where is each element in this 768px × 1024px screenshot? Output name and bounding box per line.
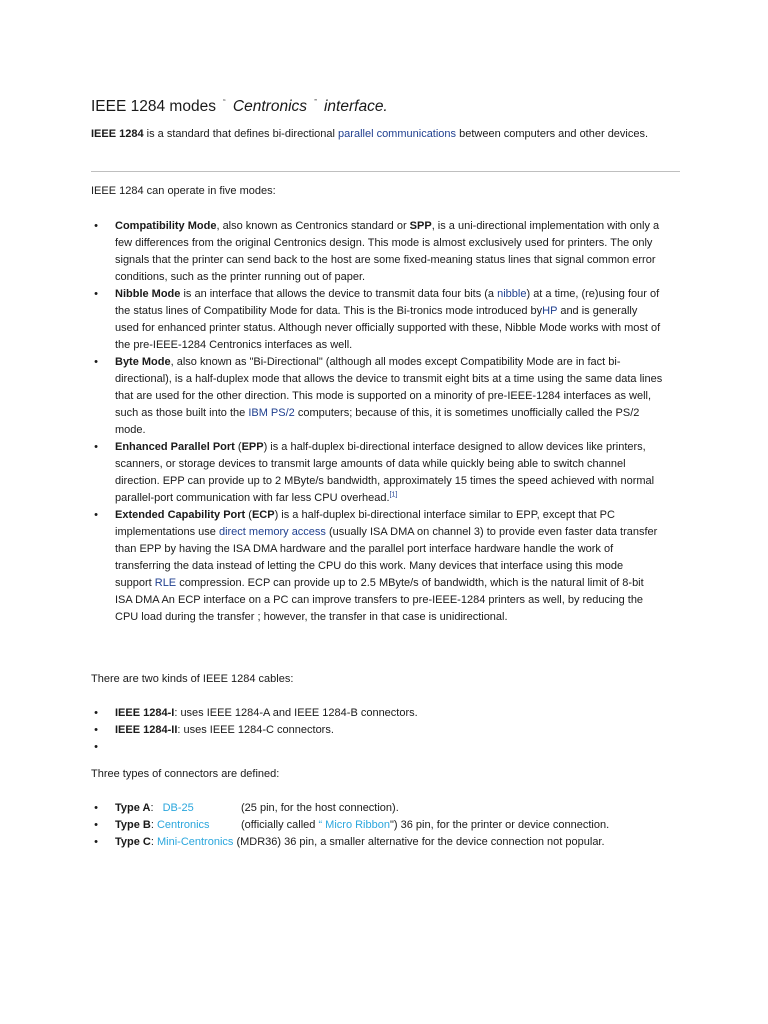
- intro-paragraph: IEEE 1284 is a standard that defines bi-directional parallel communications between computers and other devices.: [91, 128, 649, 140]
- nibble-link[interactable]: nibble: [497, 288, 527, 300]
- cables-list: [91, 705, 691, 756]
- title-centronics: Centronics: [232, 98, 308, 115]
- connectors-list: [91, 800, 691, 851]
- page-title: IEEE 1284 modes “ Centronics ” interface.: [91, 98, 388, 115]
- bullet-icon: •: [94, 819, 98, 831]
- bullet-icon: •: [94, 707, 98, 719]
- list-item-cable-1284-ii: • IEEE 1284-II: uses IEEE 1284-C connectors.: [91, 722, 691, 739]
- db25-link[interactable]: DB-25: [162, 802, 194, 814]
- list-item-byte-mode: • Byte Mode, also known as "Bi-Directional" (although all modes except Compatibility Mode are in fact bi- directional), is a half-duplex mode that allows the device to transmit eight bits at a time using the same data lines that are used for the other direction. This mode is supported on a minority of pre-IEEE-1284 interfaces as well, such as those built into the IBM PS/2 computers; because of this, it is sometimes unofficially called the PS/2 mode.: [91, 354, 691, 439]
- bullet-icon: •: [94, 836, 98, 848]
- close-quote: ”: [314, 99, 317, 106]
- list-item-cable-1284-i: • IEEE 1284-I: uses IEEE 1284-A and IEEE 1284-B connectors.: [91, 705, 691, 722]
- list-item-nibble-mode: • Nibble Mode is an interface that allows the device to transmit data four bits (a nibble) at a time, (re)using four of the status lines of Compatibility Mode for data. This is the Bi-tronics mode introduced byHP and is generally used for enhanced printer status. Although never officially supported with these, Nibble Mode works with most of the pre-IEEE-1284 Centronics interfaces as well.: [91, 286, 691, 354]
- ibm-ps2-link[interactable]: IBM PS/2: [248, 407, 295, 419]
- open-quote: “: [223, 99, 226, 106]
- list-item-type-a: • Type A: DB-25 (25 pin, for the host connection).: [91, 800, 691, 817]
- reference-1-link[interactable]: [1]: [389, 491, 398, 499]
- parallel-communications-link[interactable]: parallel communications: [338, 128, 457, 140]
- bullet-icon: •: [94, 288, 98, 300]
- modes-list: [91, 218, 691, 626]
- direct-memory-access-link[interactable]: direct memory access: [218, 526, 326, 538]
- bullet-icon: •: [94, 509, 98, 521]
- cables-heading: There are two kinds of IEEE 1284 cables:: [91, 673, 294, 685]
- centronics-link[interactable]: Centronics: [156, 819, 210, 831]
- list-item-type-c: • Type C: Mini-Centronics (MDR36) 36 pin, a smaller alternative for the device connection not popular.: [91, 834, 691, 851]
- micro-ribbon-link[interactable]: “ Micro Ribbon: [318, 819, 390, 831]
- list-item-empty: [91, 739, 691, 756]
- bullet-icon: •: [94, 802, 98, 814]
- bullet-icon: •: [94, 724, 98, 736]
- bullet-icon: •: [94, 741, 98, 753]
- title-interface: interface.: [323, 98, 388, 115]
- bullet-icon: •: [94, 220, 98, 232]
- list-item-compatibility-mode: • Compatibility Mode, also known as Centronics standard or SPP, is a uni-directional implementation with only a few differences from the original Centronics design. This mode is almost exclusively used for printers. The only signals that the printer can send back to the host are some fixed-meaning status lines that signal common error conditions, such as the printer running out of paper.: [91, 218, 691, 286]
- list-item-type-b: • Type B: Centronics (officially called “ Micro Ribbon") 36 pin, for the printer or device connection.: [91, 817, 691, 834]
- list-item-extended-capability-port: • Extended Capability Port (ECP) is a half-duplex bi-directional interface similar to EPP, except that PC implementations use direct memory access (usually ISA DMA on channel 3) to provide even faster data transfer than EPP by having the ISA DMA hardware and the parallel port interface hardware handle the work of transferring the data instead of letting the CPU do this work. Many devices that interface using this mode support RLE compression. ECP can provide up to 2.5 MByte/s of bandwidth, which is the natural limit of 8-bit ISA DMA An ECP interface on a PC can improve transfers to pre-IEEE-1284 printers as well, by reducing the CPU load during the transfer ; however, the transfer in that case is unidirectional.: [91, 507, 691, 626]
- rle-link[interactable]: RLE: [154, 577, 177, 589]
- horizontal-divider: [91, 171, 680, 172]
- hp-link[interactable]: HP: [542, 305, 558, 317]
- mini-centronics-link[interactable]: Mini-Centronics: [156, 836, 234, 848]
- modes-heading: IEEE 1284 can operate in five modes:: [91, 185, 276, 197]
- connectors-heading: Three types of connectors are defined:: [91, 768, 280, 780]
- bullet-icon: •: [94, 441, 98, 453]
- list-item-enhanced-parallel-port: • Enhanced Parallel Port (EPP) is a half-duplex bi-directional interface designed to allow devices like printers, scanners, or storage devices to transmit large amounts of data while quickly being able to switch channel direction. EPP can provide up to 2 MByte/s bandwidth, approximately 15 times the speed achieved with normal parallel-port communication with far less CPU overhead.[1]: [91, 439, 691, 507]
- bullet-icon: •: [94, 356, 98, 368]
